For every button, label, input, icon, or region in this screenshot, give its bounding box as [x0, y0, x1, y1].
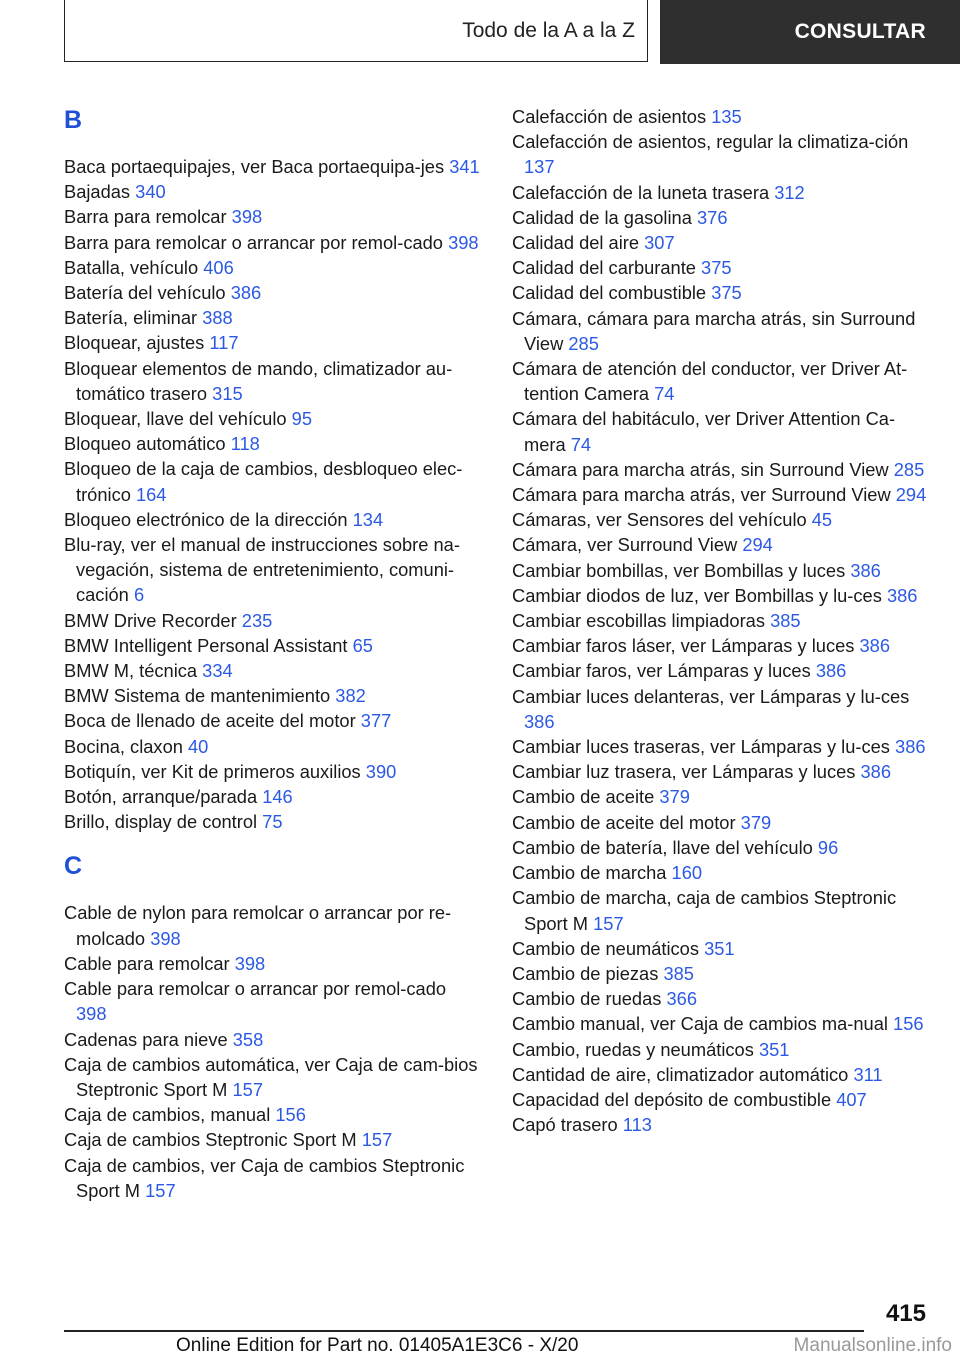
entry-text: Bajadas — [64, 181, 131, 203]
entry-text: Cambiar faros, ver Lámparas y luces — [512, 660, 811, 682]
page-link[interactable]: 386 — [886, 584, 918, 606]
entry-text: Batería del vehículo — [64, 282, 226, 304]
entry-text: Cámara para marcha atrás, sin Surround View — [512, 458, 889, 480]
entry-text: Baca portaequipajes, ver Baca portaequipa-jes — [64, 156, 445, 177]
index-entry — [512, 180, 932, 205]
entry-text: Bloquear, llave del vehículo — [64, 408, 287, 430]
page-link[interactable]: 398 — [150, 927, 181, 949]
page-link[interactable]: 386 — [524, 710, 555, 732]
index-entry — [512, 205, 932, 230]
page-link[interactable]: 386 — [859, 635, 891, 657]
page-link[interactable]: 134 — [352, 508, 384, 530]
entry-text: Cambiar luces traseras, ver Lámparas y lu-ces — [512, 736, 890, 758]
page-link[interactable]: 312 — [774, 181, 805, 203]
entry-text: Cambio de aceite del motor — [512, 811, 736, 833]
index-entry — [512, 1062, 932, 1087]
entry-text: Calidad del combustible — [512, 282, 707, 304]
entry-text: Cámara de atención del conductor, ver Driver At-tention Camera — [512, 358, 908, 405]
entry-text: Cámara del habitáculo, ver Driver Attention Ca-mera — [512, 408, 896, 455]
page-link[interactable]: 156 — [893, 1013, 924, 1035]
index-entry — [512, 583, 932, 608]
index-entry — [512, 457, 932, 482]
page-link[interactable]: 398 — [231, 206, 263, 228]
index-entry — [64, 951, 480, 976]
index-entry — [64, 230, 480, 255]
entry-text: Barra para remolcar o arrancar por remol-cado — [64, 231, 443, 253]
entry-text: Bloquear elementos de mando, climatizador au-tomático trasero — [64, 357, 453, 404]
page-link[interactable]: 385 — [663, 962, 694, 984]
index-entry — [64, 658, 480, 683]
page-link[interactable]: 366 — [666, 988, 697, 1010]
entry-text: Calefacción de asientos — [512, 106, 707, 127]
index-entry — [64, 633, 480, 658]
index-entry — [512, 633, 932, 658]
index-entry — [512, 129, 932, 179]
entry-text: BMW M, técnica — [64, 660, 198, 682]
page-link[interactable]: 386 — [850, 559, 881, 581]
entry-text: Brillo, display de control — [64, 811, 258, 833]
entry-text: Bloqueo electrónico de la dirección — [64, 508, 348, 530]
entry-text: Cámara, ver Surround View — [512, 534, 738, 556]
page-link[interactable]: 351 — [704, 937, 735, 959]
page-link[interactable]: 311 — [853, 1063, 883, 1085]
page-link[interactable]: 164 — [135, 483, 167, 505]
index-entry — [64, 456, 480, 506]
entry-text: Calidad del carburante — [512, 257, 696, 279]
entry-text: BMW Drive Recorder — [64, 609, 237, 631]
entry-text: Cambio de marcha — [512, 862, 667, 884]
entry-text: BMW Intelligent Personal Assistant — [64, 634, 348, 656]
page-link[interactable]: 307 — [644, 232, 675, 254]
index-entry — [64, 1153, 480, 1203]
page-link[interactable]: 376 — [697, 206, 728, 228]
index-entry — [512, 961, 932, 986]
index-entry — [512, 835, 932, 860]
page-link[interactable]: 157 — [593, 912, 624, 934]
entry-text: Bloqueo automático — [64, 433, 226, 455]
page-link[interactable]: 386 — [230, 282, 262, 304]
top-bar — [0, 0, 960, 68]
index-entry — [64, 759, 480, 784]
index-entry — [512, 734, 932, 759]
index-entry — [512, 658, 932, 683]
entry-text: Cámara para marcha atrás, ver Surround View — [512, 484, 891, 506]
entry-text: Bloquear, ajustes — [64, 332, 205, 354]
page-link[interactable]: 315 — [212, 382, 243, 404]
page-link[interactable]: 398 — [448, 231, 479, 253]
consultar-tab[interactable] — [660, 0, 960, 64]
entry-text: Cambiar luz trasera, ver Lámparas y luces — [512, 761, 856, 783]
entry-text: Cambiar faros láser, ver Lámparas y luces — [512, 635, 855, 657]
index-entry — [64, 431, 480, 456]
page-link[interactable]: 341 — [449, 156, 480, 177]
entry-text: Boca de llenado de aceite del motor — [64, 710, 356, 732]
page-link[interactable]: 6 — [133, 584, 145, 606]
page-link[interactable]: 379 — [659, 786, 690, 808]
section-label: Todo de la A a la Z — [462, 18, 635, 42]
entry-text: Cámaras, ver Sensores del vehículo — [512, 509, 807, 531]
page-link[interactable]: 294 — [742, 534, 773, 556]
entry-text: Barra para remolcar — [64, 206, 227, 228]
index-entry — [512, 1037, 932, 1062]
index-entry — [64, 406, 480, 431]
index-entry — [64, 608, 480, 633]
index-entry — [64, 507, 480, 532]
entry-text: Cable para remolcar — [64, 952, 230, 974]
entry-text: Cambio manual, ver Caja de cambios ma-nual — [512, 1013, 888, 1035]
index-entry — [512, 406, 932, 456]
entry-text: Caja de cambios Steptronic Sport M — [64, 1129, 357, 1151]
page-link[interactable]: 235 — [241, 609, 273, 631]
page-link[interactable]: 388 — [202, 307, 233, 329]
index-entry — [512, 1112, 932, 1137]
entry-text: Cambiar luces delanteras, ver Lámparas y lu-ces — [512, 685, 910, 707]
index-entry — [512, 684, 932, 734]
index-entry — [512, 507, 932, 532]
page-link[interactable]: 74 — [570, 433, 592, 455]
page-link[interactable]: 386 — [815, 660, 847, 682]
index-entry — [512, 759, 932, 784]
index-entry — [512, 230, 932, 255]
entry-text: Botiquín, ver Kit de primeros auxilios — [64, 760, 361, 782]
page-link[interactable]: 375 — [711, 282, 742, 304]
page-link[interactable]: 406 — [203, 256, 234, 278]
page-link[interactable]: 146 — [262, 786, 293, 808]
entry-text: Bloqueo de la caja de cambios, desbloqueo elec-trónico — [64, 458, 463, 505]
index-column-left — [64, 104, 480, 1203]
index-entry — [512, 885, 932, 935]
page-link[interactable]: 118 — [230, 433, 260, 455]
index-entry — [64, 976, 480, 1026]
page-link[interactable]: 74 — [654, 383, 675, 405]
page-link[interactable]: 160 — [671, 862, 703, 884]
index-entry — [512, 936, 932, 961]
entry-text: BMW Sistema de mantenimiento — [64, 685, 331, 707]
edition-text: Online Edition for Part no. 01405A1E3C6 - X/20 — [176, 1335, 579, 1356]
entry-text: Capacidad del depósito de combustible — [512, 1088, 832, 1110]
entry-text: Calefacción de asientos, regular la climatiza-ción — [512, 131, 909, 153]
entry-text: Cambio de marcha, caja de cambios Steptronic Sport M — [512, 887, 897, 934]
page-link[interactable]: 45 — [811, 509, 833, 531]
page-link[interactable]: 285 — [893, 458, 925, 480]
page-link[interactable]: 385 — [770, 610, 801, 632]
index-entry — [512, 1087, 932, 1112]
page-link[interactable]: 137 — [524, 156, 555, 178]
page-link[interactable]: 40 — [188, 735, 209, 757]
page-link[interactable]: 156 — [275, 1104, 306, 1126]
page-link[interactable]: 398 — [234, 952, 266, 974]
entry-text: Cambio, ruedas y neumáticos — [512, 1038, 754, 1060]
page-link[interactable]: 157 — [361, 1129, 393, 1151]
entry-text: Cable de nylon para remolcar o arrancar por re-molcado — [64, 902, 452, 949]
consultar-label: CONSULTAR — [794, 20, 926, 43]
entry-text: Batalla, vehículo — [64, 256, 199, 278]
index-entry — [512, 810, 932, 835]
footer-divider — [64, 1330, 864, 1332]
page-link[interactable]: 386 — [895, 736, 926, 758]
section-letter: B — [64, 106, 83, 134]
entry-text: Cambiar bombillas, ver Bombillas y luces — [512, 559, 846, 581]
index-entry — [64, 1027, 480, 1052]
index-entry — [512, 784, 932, 809]
page-link[interactable]: 294 — [895, 484, 927, 506]
entry-text: Calidad del aire — [512, 232, 640, 254]
entry-text: Cantidad de aire, climatizador automático — [512, 1063, 849, 1085]
page-link[interactable]: 96 — [817, 836, 839, 858]
index-entry — [512, 356, 932, 406]
entry-text: Blu-ray, ver el manual de instrucciones sobre na-vegación, sistema de entretenimiento, comuni-cación — [64, 534, 460, 606]
page-link[interactable]: 379 — [740, 811, 772, 833]
page-link[interactable]: 375 — [701, 257, 732, 279]
entry-text: Cambiar diodos de luz, ver Bombillas y lu-ces — [512, 584, 882, 606]
index-entry — [512, 1011, 932, 1036]
entry-text: Cambio de batería, llave del vehículo — [512, 836, 813, 858]
page-link[interactable]: 117 — [209, 332, 239, 354]
page-number: 415 — [885, 1300, 926, 1327]
section-tab[interactable] — [64, 0, 648, 62]
entry-text: Botón, arranque/parada — [64, 786, 258, 808]
entry-text: Capó trasero — [512, 1114, 618, 1136]
index-entry — [64, 280, 480, 305]
index-entry — [64, 900, 480, 950]
index-entry — [64, 784, 480, 809]
entry-text: Batería, eliminar — [64, 307, 198, 329]
index-entry — [512, 104, 932, 129]
index-entry — [64, 532, 480, 608]
entry-text: Calidad de la gasolina — [512, 206, 692, 228]
index-entry — [64, 305, 480, 330]
index-entry — [64, 683, 480, 708]
page-link[interactable]: 334 — [202, 660, 233, 682]
index-entry — [64, 809, 480, 834]
page-link[interactable]: 157 — [145, 1179, 176, 1201]
index-entry — [64, 1127, 480, 1152]
index-entry — [64, 356, 480, 406]
section-letter: C — [64, 852, 83, 881]
index-entry — [512, 532, 932, 557]
page-link[interactable]: 95 — [291, 408, 313, 430]
page-link[interactable]: 382 — [335, 685, 366, 707]
page-link[interactable]: 358 — [232, 1028, 264, 1050]
index-entry — [64, 154, 480, 179]
page-link[interactable]: 398 — [76, 1003, 107, 1025]
entry-text: Caja de cambios, manual — [64, 1104, 271, 1126]
page-link[interactable]: 65 — [352, 634, 373, 656]
page-link[interactable]: 75 — [262, 811, 283, 833]
entry-text: Cambio de aceite — [512, 786, 655, 808]
entry-text: Cámara, cámara para marcha atrás, sin Surround View — [512, 307, 916, 354]
entry-text: Cadenas para nieve — [64, 1028, 228, 1050]
index-entry — [512, 986, 932, 1011]
entry-text: Caja de cambios automática, ver Caja de cam-bios Steptronic Sport M — [64, 1053, 478, 1100]
index-entry — [512, 558, 932, 583]
index-entry — [64, 1052, 480, 1102]
entry-text: Cable para remolcar o arrancar por remol-cado — [64, 978, 447, 1000]
page-link[interactable]: 390 — [365, 760, 397, 782]
index-entry — [512, 482, 932, 507]
index-entry — [512, 306, 932, 356]
index-column-right — [512, 104, 932, 1137]
page-link[interactable]: 285 — [568, 332, 599, 354]
page-link[interactable]: 340 — [135, 181, 166, 203]
entry-text: Cambiar escobillas limpiadoras — [512, 610, 765, 632]
index-entry — [64, 330, 480, 355]
page-link[interactable]: 407 — [836, 1088, 867, 1110]
index-entry — [64, 734, 480, 759]
index-entry — [512, 608, 932, 633]
page-link[interactable]: 377 — [360, 710, 392, 732]
index-entry — [64, 1102, 480, 1127]
entry-text: Calefacción de la luneta trasera — [512, 181, 770, 203]
index-entry — [64, 255, 480, 280]
page-link[interactable]: 157 — [232, 1078, 264, 1100]
page-link[interactable]: 135 — [711, 106, 742, 127]
index-entry — [512, 255, 932, 280]
page-link[interactable]: 351 — [758, 1038, 790, 1060]
watermark: Manualsonline.info — [793, 1335, 952, 1356]
entry-text: Bocina, claxon — [64, 735, 183, 757]
entry-text: Cambio de neumáticos — [512, 937, 699, 959]
index-entry — [512, 860, 932, 885]
index-entry — [64, 179, 480, 204]
index-entry — [64, 708, 480, 733]
page-link[interactable]: 386 — [860, 761, 892, 783]
index-entry — [64, 204, 480, 229]
entry-text: Caja de cambios, ver Caja de cambios Steptronic Sport M — [64, 1154, 465, 1201]
entry-text: Cambio de piezas — [512, 962, 659, 984]
page-link[interactable]: 113 — [622, 1114, 652, 1136]
entry-text: Cambio de ruedas — [512, 988, 662, 1010]
index-entry — [512, 280, 932, 305]
